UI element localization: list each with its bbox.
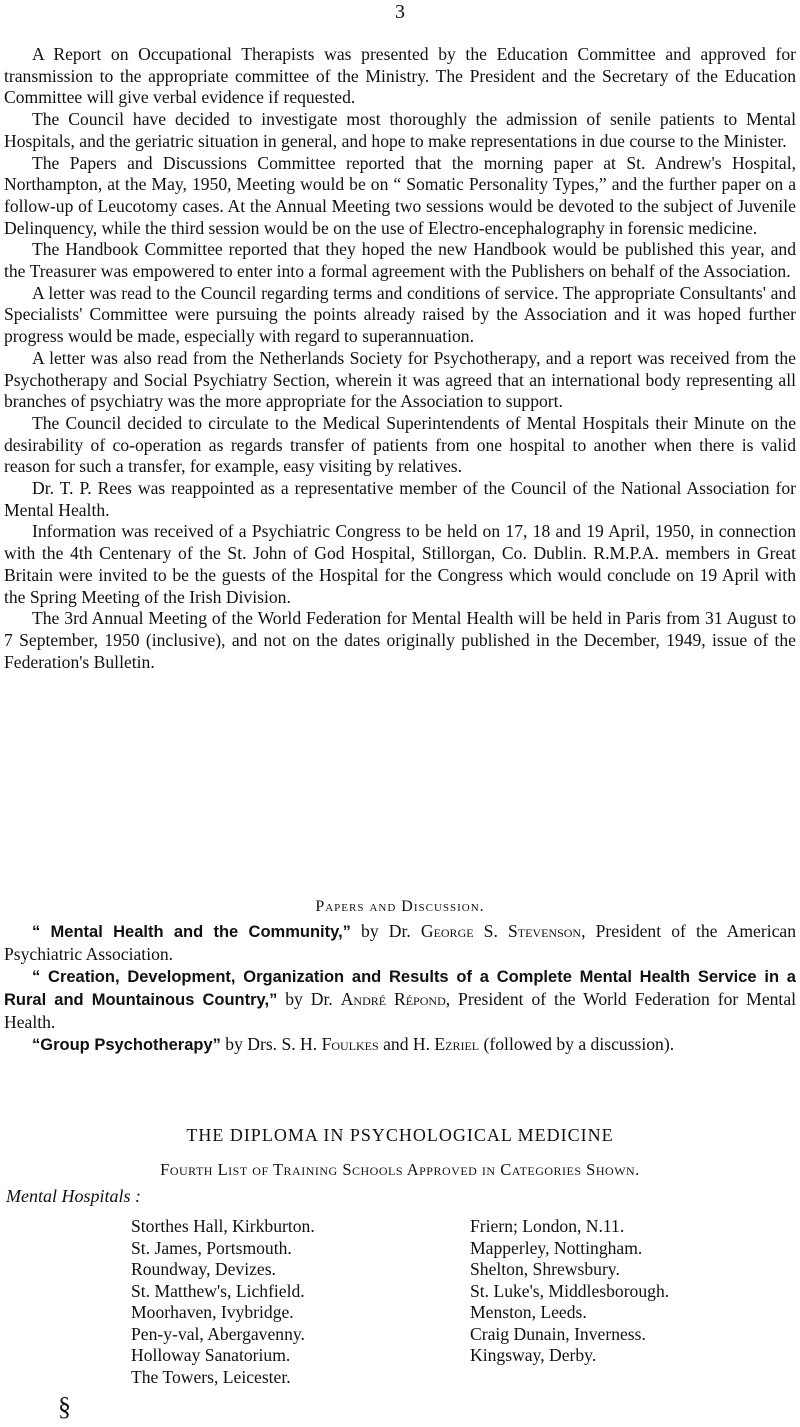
hospital-item: Kingsway, Derby. <box>470 1345 597 1365</box>
hospital-list-left <box>131 1216 451 1388</box>
paragraph: The Council have decided to investigate most thoroughly the admission of senile patients to Mental Hospitals, and the geriatric situation in general, and hope to make representations in due course to the Minister. <box>4 109 796 151</box>
paper-connector: and H. <box>378 1034 435 1054</box>
paper-affiliation: President of the American Psychiatric Association. <box>4 921 796 964</box>
paragraph: The 3rd Annual Meeting of the World Federation for Mental Health will be held in Paris from 31 August to 7 September, 1950 (inclusive), and not on the dates originally published in the December, 1949, issue of the Federation's Bulletin. <box>4 608 796 672</box>
paragraph: Information was received of a Psychiatric Congress to be held on 17, 18 and 19 April, 1950, in connection with the 4th Centenary of the St. John of God Hospital, Stillorgan, Co. Dublin. R.M.P.A. members in Great Britain were invited to be the guests of the Hospital for the Congress which would conclude on 19 April with the Spring Meeting of the Irish Division. <box>4 521 796 607</box>
paper-title: “Group Psychotherapy” <box>32 1036 221 1054</box>
page-number: 3 <box>395 1 405 23</box>
paragraph: The Papers and Discussions Committee reported that the morning paper at St. Andrew's Hospital, Northampton, at the May, 1950, Meeting would be on “ Somatic Personality Types,” and the further paper on a follow-up of Leucotomy cases. At the Annual Meeting two sessions would be devoted to the subject of Juvenile Delinquency, while the third session would be on the use of Electro-encephalography in forensic medicine. <box>4 152 796 238</box>
paper-title: “ Creation, Development, Organization and Results of a Complete Mental Health Service in a Rural and Mountainous Country,” <box>4 968 796 1009</box>
paper-author: George S. Stevenson, <box>420 921 586 941</box>
paper-by: by Drs. S. H. <box>220 1034 322 1054</box>
paper-by: by Dr. <box>277 989 341 1009</box>
papers-list <box>4 920 796 1056</box>
paper-author: Ezriel <box>434 1034 480 1054</box>
hospital-item: Menston, Leeds. <box>470 1302 587 1322</box>
paper-note: (followed by a discussion). <box>479 1034 675 1054</box>
paper-entry <box>4 1033 796 1056</box>
papers-heading: Papers and Discussion. <box>315 898 485 915</box>
paper-entry <box>4 920 796 965</box>
hospital-item: St. Matthew's, Lichfield. <box>131 1280 305 1301</box>
training-list-heading: Fourth List of Training Schools Approved in Categories Shown. <box>160 1160 640 1179</box>
hospital-item: Pen-y-val, Abergavenny. <box>131 1323 305 1344</box>
paper-by: by Dr. <box>350 921 421 941</box>
diploma-heading: THE DIPLOMA IN PSYCHOLOGICAL MEDICINE <box>186 1125 614 1145</box>
hospital-item: Shelton, Shrewsbury. <box>470 1259 620 1279</box>
council-report <box>4 44 796 673</box>
hospital-item: St. Luke's, Middlesborough. <box>470 1280 670 1301</box>
hospital-item: The Towers, Leicester. <box>131 1366 291 1387</box>
hospital-item: Holloway Sanatorium. <box>131 1345 291 1365</box>
paper-affiliation: President of the World Federation for Mental Health. <box>4 989 797 1032</box>
hospital-item: Mapperley, Nottingham. <box>470 1237 643 1258</box>
hospital-item: Craig Dunain, Inverness. <box>470 1323 646 1344</box>
category-label: Mental Hospitals : <box>6 1186 141 1206</box>
hospital-item: St. James, Portsmouth. <box>131 1237 292 1258</box>
paper-author: André Répond, <box>340 989 451 1009</box>
paragraph: A letter was read to the Council regarding terms and conditions of service. The appropriate Consultants' and Specialists' Committee were pursuing the points already raised by the Association and it was hoped further progress would be made, especially with regard to superannuation. <box>4 282 796 347</box>
hospital-item: Storthes Hall, Kirkburton. <box>131 1216 315 1236</box>
hospital-item: Friern; London, N.11. <box>470 1216 625 1236</box>
hospital-list-right <box>470 1216 790 1367</box>
paragraph: A letter was also read from the Netherlands Society for Psychotherapy, and a report was received from the Psychotherapy and Social Psychiatry Section, wherein it was agreed that an international body representing all branches of psychiatry was the more appropriate for the Association to support. <box>4 347 796 412</box>
paragraph: The Handbook Committee reported that they hoped the new Handbook would be published this year, and the Treasurer was empowered to enter into a formal agreement with the Publishers on behalf of the Association. <box>4 239 796 282</box>
hospital-item: Moorhaven, Ivybridge. <box>131 1302 294 1322</box>
section-mark: § <box>58 1392 71 1421</box>
hospital-item: Roundway, Devizes. <box>131 1259 276 1279</box>
paragraph: The Council decided to circulate to the Medical Superintendents of Mental Hospitals their Minute on the desirability of co-operation as regards transfer of patients from one hospital to another when there is valid reason for such a transfer, for example, easy visiting by relatives. <box>4 412 796 477</box>
paper-entry <box>4 965 796 1033</box>
paragraph: Dr. T. P. Rees was reappointed as a representative member of the Council of the National Association for Mental Health. <box>4 478 796 520</box>
paragraph: A Report on Occupational Therapists was presented by the Education Committee and approved for transmission to the appropriate committee of the Ministry. The President and the Secretary of the Education Committee will give verbal evidence if requested. <box>4 44 796 108</box>
paper-author: Foulkes <box>321 1034 379 1054</box>
paper-title: “ Mental Health and the Community,” <box>32 923 351 941</box>
